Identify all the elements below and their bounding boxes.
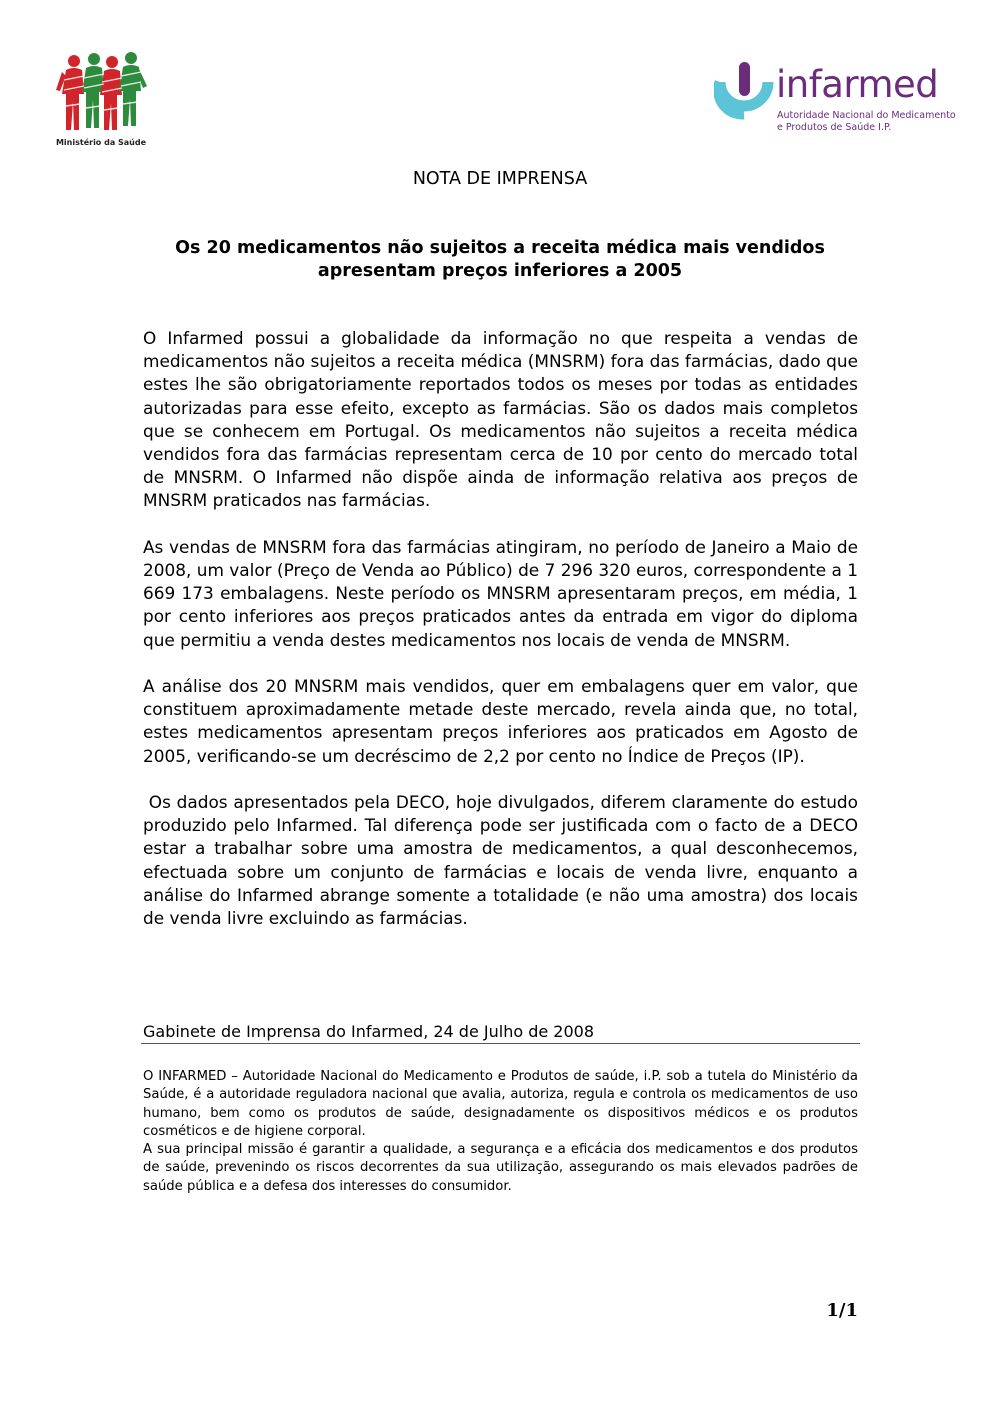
- press-release-title: [0, 237, 1000, 283]
- body-paragraph-2: As vendas de MNSRM fora das farmácias atingiram, no período de Janeiro a Maio de 2008, um valor (Preço de Venda ao Público) de 7 296 320 euros, correspondente a 1 669 173 embalagens. Neste período os MNSRM apresentaram preços, em média, 1 por cento inferiores aos preços praticados antes da entrada em vigor do diploma que permitiu a venda destes medicamentos nos locais de venda de MNSRM.: [143, 536, 858, 650]
- infarmed-logo-subtitle-line2: e Produtos de Saúde I.P.: [777, 122, 892, 133]
- press-release-body: [143, 327, 864, 953]
- infarmed-logo: [714, 62, 956, 142]
- press-release-kicker: NOTA DE IMPRENSA: [412, 169, 588, 189]
- infarmed-logo-subtitle-line1: Autoridade Nacional do Medicamento: [777, 110, 956, 121]
- infarmed-logo-wordmark: infarmed: [776, 63, 939, 106]
- about-paragraph-1: O INFARMED – Autoridade Nacional do Medicamento e Produtos de saúde, i.P. sob a tutela do Ministério da Saúde, é a autoridade reguladora nacional que avalia, autoriza, regula e controla os medicamentos de uso humano, bem como os produtos de saúde, designadamente os dispositivos médicos e os produtos cosméticos e de higiene corporal.: [143, 1069, 858, 1139]
- press-office-signature: Gabinete de Imprensa do Infarmed, 24 de Julho de 2008: [143, 1022, 595, 1041]
- about-infarmed: [143, 1068, 858, 1196]
- body-paragraph-4: Os dados apresentados pela DECO, hoje divulgados, diferem claramente do estudo produzido pelo Infarmed. Tal diferença pode ser justificada com o facto de a DECO estar a trabalhar sobre uma amostra de medicamentos, a qual desconhecemos, efectuada sobre um conjunto de farmácias e locais de venda livre, enquanto a análise do Infarmed abrange somente a totalidade (e não uma amostra) dos locais de venda livre excluindo as farmácias.: [143, 792, 864, 929]
- signature-divider: [141, 1043, 860, 1044]
- title-line-2: apresentam preços inferiores a 2005: [317, 261, 683, 281]
- title-line-1: Os 20 medicamentos não sujeitos a receita médica mais vendidos: [175, 238, 825, 258]
- page-number: 1/1: [826, 1300, 858, 1321]
- ministerio-da-saude-logo: [52, 50, 150, 150]
- ministry-logo-caption: Ministério da Saúde: [55, 138, 147, 147]
- body-paragraph-3: A análise dos 20 MNSRM mais vendidos, quer em embalagens quer em valor, que constituem aproximadamente metade deste mercado, revela ainda que, no total, estes medicamentos apresentam preços inferiores aos praticados em Agosto de 2005, verificando-se um decréscimo de 2,2 por cento no Índice de Preços (IP).: [143, 676, 858, 766]
- ministry-figures-icon: [52, 50, 150, 136]
- infarmed-emblem-icon: [714, 62, 774, 122]
- about-paragraph-2: A sua principal missão é garantir a qualidade, a segurança e a eficácia dos medicamentos e dos produtos de saúde, prevenindo os riscos decorrentes da sua utilização, assegurando os mais elevados padrões de saúde pública e a defesa dos interesses do consumidor.: [143, 1142, 858, 1194]
- infarmed-logo-subtitle: [777, 110, 956, 134]
- body-paragraph-1: O Infarmed possui a globalidade da informação no que respeita a vendas de medicamentos não sujeitos a receita médica (MNSRM) fora das farmácias, dado que estes lhe são obrigatoriamente reportados todos os meses por todas as entidades autorizadas para esse efeito, excepto as farmácias. São os dados mais completos que se conhecem em Portugal. Os medicamentos não sujeitos a receita médica vendidos fora das farmácias representam cerca de 10 por cento do mercado total de MNSRM. O Infarmed não dispõe ainda de informação relativa aos preços de MNSRM praticados nas farmácias.: [143, 328, 858, 511]
